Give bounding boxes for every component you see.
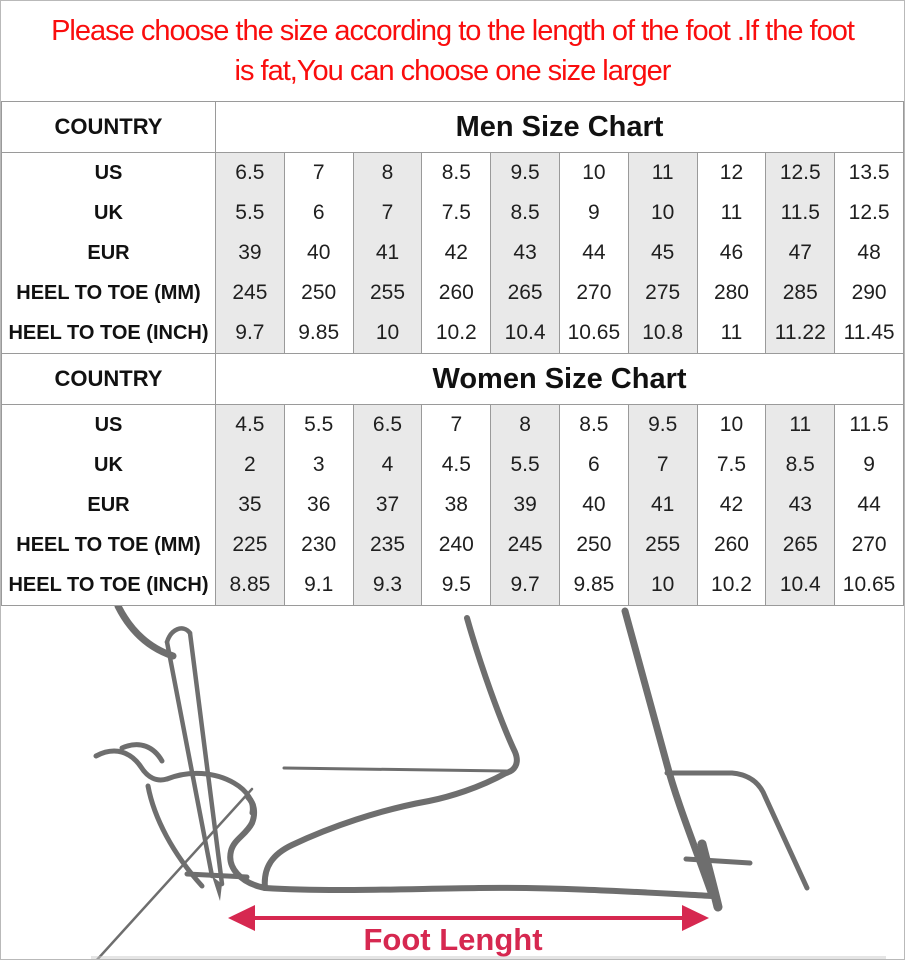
size-cell: 11 xyxy=(628,153,697,194)
size-cell: 8.85 xyxy=(216,565,285,606)
size-cell: 9 xyxy=(835,445,904,485)
size-cell: 8.5 xyxy=(491,193,560,233)
size-cell: 11 xyxy=(697,313,766,354)
size-cell: 8.5 xyxy=(559,405,628,446)
size-cell: 10 xyxy=(559,153,628,194)
size-cell: 8.5 xyxy=(422,153,491,194)
instep-line xyxy=(265,773,506,888)
size-cell: 45 xyxy=(628,233,697,273)
size-cell: 7 xyxy=(422,405,491,446)
size-cell: 13.5 xyxy=(835,153,904,194)
foot-measure-diagram xyxy=(1,606,904,960)
foot-outline-drawing xyxy=(95,611,807,960)
size-cell: 9.1 xyxy=(284,565,353,606)
size-cell: 38 xyxy=(422,485,491,525)
hand-bottom-line xyxy=(148,786,202,886)
size-cell: 37 xyxy=(353,485,422,525)
size-cell: 270 xyxy=(835,525,904,565)
size-cell: 4.5 xyxy=(216,405,285,446)
size-cell: 10.65 xyxy=(559,313,628,354)
measure-arrowhead-left xyxy=(228,905,255,931)
size-cell: 5.5 xyxy=(216,193,285,233)
size-cell: 235 xyxy=(353,525,422,565)
size-cell: 10.4 xyxy=(491,313,560,354)
row-label: UK xyxy=(94,453,123,476)
row-label: EUR xyxy=(87,241,130,264)
foot-measure-illustration xyxy=(1,606,905,960)
size-cell: 40 xyxy=(284,233,353,273)
size-cell: 245 xyxy=(491,525,560,565)
row-label: EUR xyxy=(87,493,130,516)
size-cell: 7.5 xyxy=(422,193,491,233)
heel-tick-line xyxy=(686,859,750,863)
size-cell: 10.2 xyxy=(697,565,766,606)
row-label: HEEL TO TOE (MM) xyxy=(16,533,201,556)
row-label: US xyxy=(94,161,123,184)
size-cell: 43 xyxy=(766,485,835,525)
sole-line xyxy=(265,888,712,896)
size-cell: 8 xyxy=(491,405,560,446)
size-cell: 9.85 xyxy=(284,313,353,354)
notice-line-1: Please choose the size according to the length of the foot .If the foot xyxy=(51,14,854,47)
row-label: HEEL TO TOE (INCH) xyxy=(8,573,209,596)
table-corner-label: COUNTRY xyxy=(2,102,216,153)
size-cell: 265 xyxy=(491,273,560,313)
size-cell: 11 xyxy=(766,405,835,446)
size-cell: 7 xyxy=(353,193,422,233)
table-corner-label: COUNTRY xyxy=(2,354,216,405)
table-title: Men Size Chart xyxy=(216,102,904,153)
row-label: UK xyxy=(94,201,123,224)
size-cell: 10.2 xyxy=(422,313,491,354)
size-cell: 285 xyxy=(766,273,835,313)
size-cell: 275 xyxy=(628,273,697,313)
size-cell: 11 xyxy=(697,193,766,233)
size-cell: 225 xyxy=(216,525,285,565)
size-cell: 44 xyxy=(835,485,904,525)
size-cell: 10.4 xyxy=(766,565,835,606)
size-cell: 42 xyxy=(422,233,491,273)
size-cell: 4 xyxy=(353,445,422,485)
size-cell: 10.8 xyxy=(628,313,697,354)
row-label: US xyxy=(94,413,123,436)
size-cell: 10.65 xyxy=(835,565,904,606)
size-cell: 230 xyxy=(284,525,353,565)
size-cell: 245 xyxy=(216,273,285,313)
size-notice xyxy=(1,1,904,101)
size-cell: 9.5 xyxy=(491,153,560,194)
size-cell: 10 xyxy=(353,313,422,354)
size-cell: 10 xyxy=(697,405,766,446)
size-cell: 5.5 xyxy=(491,445,560,485)
foot-length-label: Foot Lenght xyxy=(363,922,543,957)
size-cell: 260 xyxy=(422,273,491,313)
size-cell: 43 xyxy=(491,233,560,273)
size-cell: 9.7 xyxy=(491,565,560,606)
size-cell: 7 xyxy=(284,153,353,194)
row-label: HEEL TO TOE (INCH) xyxy=(8,321,209,344)
notice-line-2: is fat,You can choose one size larger xyxy=(234,55,671,87)
size-cell: 6.5 xyxy=(216,153,285,194)
size-cell: 48 xyxy=(835,233,904,273)
size-cell: 5.5 xyxy=(284,405,353,446)
size-cell: 41 xyxy=(353,233,422,273)
size-cell: 40 xyxy=(559,485,628,525)
table-title: Women Size Chart xyxy=(216,354,904,405)
size-cell: 11.5 xyxy=(835,405,904,446)
size-cell: 260 xyxy=(697,525,766,565)
size-cell: 250 xyxy=(284,273,353,313)
arm-line xyxy=(118,606,173,656)
size-cell: 10 xyxy=(628,193,697,233)
size-cell: 41 xyxy=(628,485,697,525)
size-cell: 7.5 xyxy=(697,445,766,485)
size-cell: 6 xyxy=(559,445,628,485)
size-cell: 12.5 xyxy=(766,153,835,194)
size-cell: 9 xyxy=(559,193,628,233)
size-cell: 2 xyxy=(216,445,285,485)
size-cell: 12.5 xyxy=(835,193,904,233)
toe-tick-line xyxy=(187,874,247,877)
size-cell: 9.5 xyxy=(422,565,491,606)
size-cell: 39 xyxy=(216,233,285,273)
men-size-chart-table xyxy=(1,101,904,354)
size-cell: 4.5 xyxy=(422,445,491,485)
women-size-chart-table xyxy=(1,354,904,606)
size-cell: 250 xyxy=(559,525,628,565)
size-cell: 12 xyxy=(697,153,766,194)
size-cell: 11.22 xyxy=(766,313,835,354)
size-cell: 9.3 xyxy=(353,565,422,606)
size-cell: 11.45 xyxy=(835,313,904,354)
size-cell: 255 xyxy=(353,273,422,313)
row-label: HEEL TO TOE (MM) xyxy=(16,281,201,304)
size-cell: 47 xyxy=(766,233,835,273)
size-cell: 9.5 xyxy=(628,405,697,446)
size-cell: 46 xyxy=(697,233,766,273)
measure-arrowhead-right xyxy=(682,905,709,931)
size-cell: 265 xyxy=(766,525,835,565)
size-cell: 6 xyxy=(284,193,353,233)
size-cell: 255 xyxy=(628,525,697,565)
size-cell: 270 xyxy=(559,273,628,313)
size-cell: 10 xyxy=(628,565,697,606)
size-cell: 290 xyxy=(835,273,904,313)
size-cell: 240 xyxy=(422,525,491,565)
instep-guide-line xyxy=(284,768,506,771)
size-cell: 9.7 xyxy=(216,313,285,354)
size-cell: 42 xyxy=(697,485,766,525)
size-cell: 8.5 xyxy=(766,445,835,485)
size-cell: 6.5 xyxy=(353,405,422,446)
pencil-top-cap xyxy=(167,628,190,642)
size-cell: 39 xyxy=(491,485,560,525)
size-cell: 35 xyxy=(216,485,285,525)
size-cell: 11.5 xyxy=(766,193,835,233)
back-leg-line xyxy=(625,611,712,895)
size-cell: 280 xyxy=(697,273,766,313)
size-cell: 8 xyxy=(353,153,422,194)
size-cell: 44 xyxy=(559,233,628,273)
size-cell: 36 xyxy=(284,485,353,525)
size-cell: 3 xyxy=(284,445,353,485)
front-leg-line xyxy=(467,618,517,773)
size-cell: 9.85 xyxy=(559,565,628,606)
size-cell: 7 xyxy=(628,445,697,485)
